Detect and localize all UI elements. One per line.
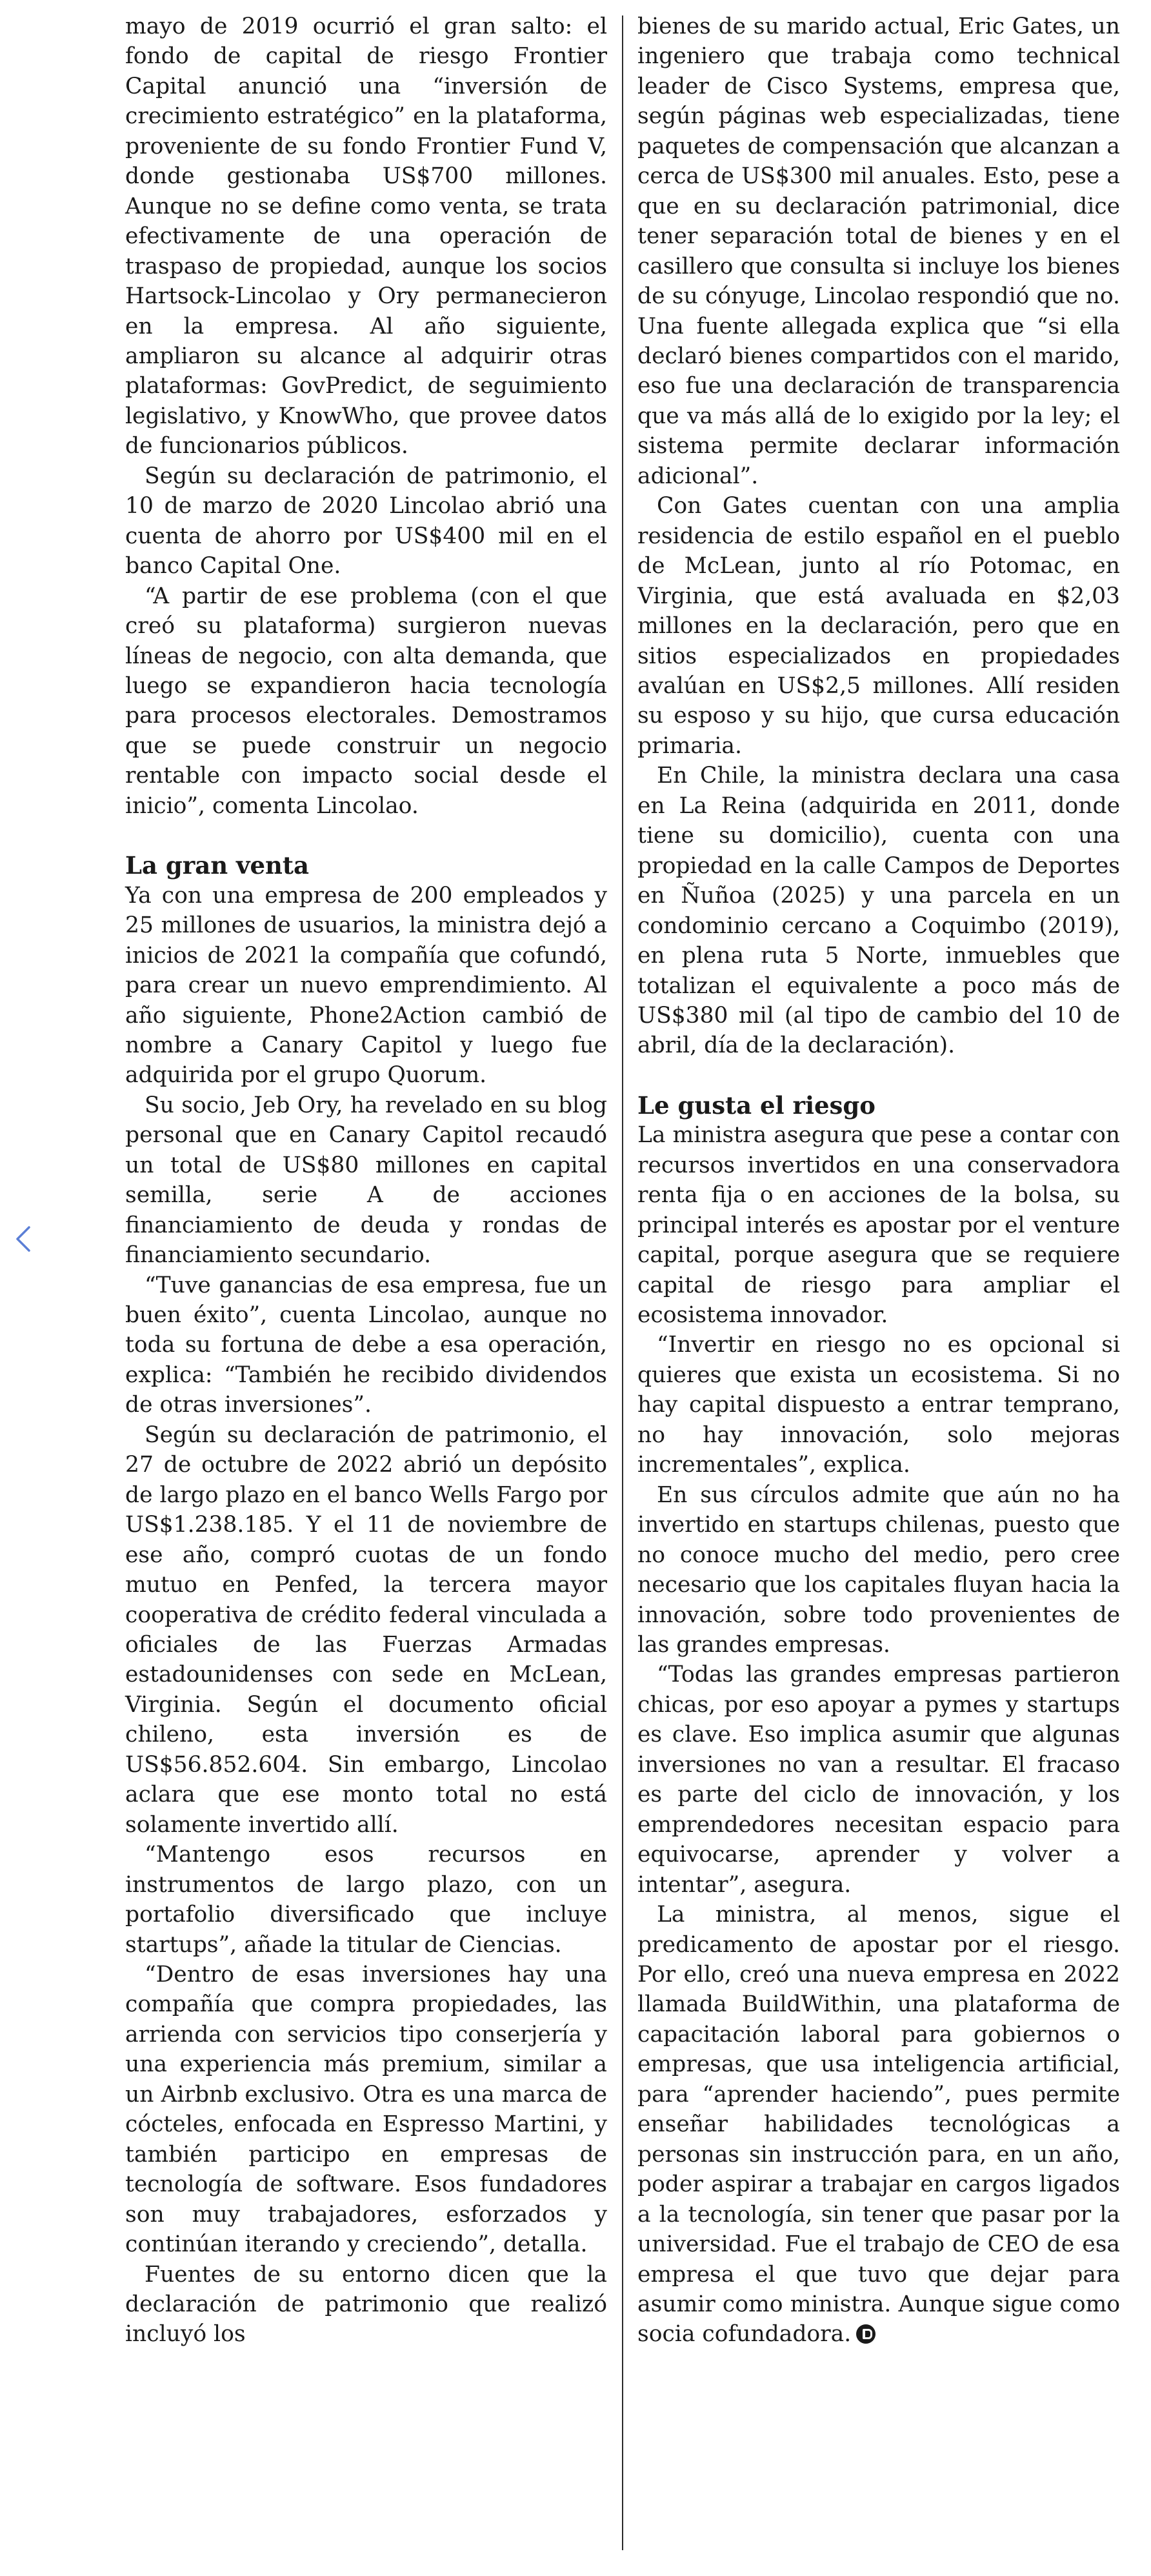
- paragraph: Fuentes de su entorno dicen que la declaración de patrimonio que realizó incluyó los: [125, 2261, 607, 2348]
- paragraph: Según su declaración de patrimonio, el 27 de octubre de 2022 abrió un depósito de largo plazo en el banco Wells Fargo por US$1.238.185. Y el 11 de noviembre de ese año, compró cuotas de un fondo mutuo en Penfed, la tercera mayor cooperativa de crédito federal vinculada a oficiales de las Fuerzas Armadas estadounidenses con sede en McLean, Virginia. Según el documento oficial chileno, esta inversión es de US$56.852.604. Sin embargo, Lincolao aclara que ese monto total no está solamente invertido allí.: [125, 1422, 607, 1838]
- paragraph: En sus círculos admite que aún no ha invertido en startups chilenas, puesto que no conoce mucho del medio, pero cree necesario que los capitales fluyan hacia la innovación, sobre todo provenientes de las grandes empresas.: [637, 1482, 1120, 1658]
- paragraph: “Invertir en riesgo no es opcional si quieres que exista un ecosistema. Si no hay capital dispuesto a entrar temprano, no hay innovación, solo mejoras incrementales”, explica.: [637, 1332, 1120, 1478]
- paragraph: “Mantengo esos recursos en instrumentos de largo plazo, con un portafolio diversificado que incluye startups”, añade la titular de Ciencias.: [125, 1842, 607, 1958]
- paragraph-text: La ministra, al menos, sigue el predicamento de apostar por el riesgo. Por ello, creó una nueva empresa en 2022 llamada BuildWithin, una plataforma de capacitación laboral para gobiernos o empresas, que usa inteligencia artificial, para “aprender haciendo”, pues permite enseñar habilidades tecnológicas a personas sin instrucción para, en un año, poder aspirar a trabajar en cargos ligados a la tecnología, sin tener que pasar por la universidad. Fue el trabajo de CEO de esa empresa el que tuvo que dejar para asumir como ministra. Aunque sigue como socia cofundadora.: [637, 1902, 1120, 2348]
- paragraph: “Dentro de esas inversiones hay una compañía que compra propiedades, las arrienda con servicios tipo conserjería y una experiencia más premium, similar a un Airbnb exclusivo. Otra es una marca de cócteles, enfocada en Espresso Martini, y también participo en empresas de tecnología de software. Esos fundadores son muy trabajadores, esforzados y continúan iterando y creciendo”, detalla.: [125, 1962, 607, 2258]
- paragraph: Ya con una empresa de 200 empleados y 25 millones de usuarios, la ministra dejó a inicios de 2021 la compañía que cofundó, para crear un nuevo emprendimiento. Al año siguiente, Phone2Action cambió de nombre a Canary Capitol y luego fue adquirida por el grupo Quorum.: [125, 882, 607, 1089]
- paragraph-final: [637, 1900, 1120, 2350]
- back-button[interactable]: [4, 1216, 43, 1262]
- paragraph: “Tuve ganancias de esa empresa, fue un buen éxito”, cuenta Lincolao, aunque no toda su fortuna de debe a esa operación, explica: “También he recibido dividendos de otras inversiones”.: [125, 1272, 607, 1418]
- paragraph: Con Gates cuentan con una amplia residencia de estilo español en el pueblo de McLean, junto al río Potomac, en Virginia, que está avaluada en $2,03 millones en la declaración, pero que en sitios especializados en propiedades avalúan en US$2,5 millones. Allí residen su esposo y su hijo, que cursa educación primaria.: [637, 493, 1120, 759]
- paragraph: En Chile, la ministra declara una casa en La Reina (adquirida en 2011, donde tiene su domicilio), cuenta con una propiedad en la calle Campos de Deportes en Ñuñoa (2025) y una parcela en un condominio cercano a Coquimbo (2019), en plena ruta 5 Norte, inmuebles que totalizan el equivalente a poco más de US$380 mil (al tipo de cambio del 10 de abril, día de la declaración).: [637, 763, 1120, 1059]
- column-divider: [622, 15, 623, 2550]
- paragraph: bienes de su marido actual, Eric Gates, un ingeniero que trabaja como technical leader de Cisco Systems, empresa que, según páginas web especializadas, tiene paquetes de compensación que alcanzan a cerca de US$300 mil anuales. Esto, pese a que en su declaración patrimonial, dice tener separación total de bienes y en el casillero que consulta si incluye los bienes de su cónyuge, Lincolao respondió que no. Una fuente allegada explica que “si ella declaró bienes compartidos con el marido, eso fue una declaración de transparencia que va más allá de lo exigido por la ley; el sistema permite declarar información adicional”.: [637, 14, 1120, 489]
- paragraph: La ministra asegura que pese a contar con recursos invertidos en una conservadora renta fija o en acciones de la bolsa, su principal interés es apostar por el venture capital, porque asegura que se requiere capital de riesgo para ampliar el ecosistema innovador.: [637, 1122, 1120, 1329]
- section-heading: La gran venta: [125, 851, 309, 880]
- paragraph: “A partir de ese problema (con el que creó su plataforma) surgieron nuevas líneas de negocio, con alta demanda, que luego se expandieron hacia tecnología para procesos electorales. Demostramos que se puede construir un negocio rentable con impacto social desde el inicio”, comenta Lincolao.: [125, 583, 607, 819]
- paragraph: “Todas las grandes empresas partieron chicas, por eso apoyar a pymes y startups es clave. Eso implica asumir que algunas inversiones no van a resultar. El fracaso es parte del ciclo de innovación, y los emprendedores necesitan espacio para equivocarse, aprender y volver a intentar”, asegura.: [637, 1662, 1120, 1898]
- article-column-right: [637, 12, 1120, 2350]
- paragraph: mayo de 2019 ocurrió el gran salto: el fondo de capital de riesgo Frontier Capital anunció una “inversión de crecimiento estratégico” en la plataforma, proveniente de su fondo Frontier Fund V, donde gestionaba US$700 millones. Aunque no se define como venta, se trata efectivamente de una operación de traspaso de propiedad, aunque los socios Hartsock-Lincolao y Ory permanecieron en la empresa. Al año siguiente, ampliaron su alcance al adquirir otras plataformas: GovPredict, de seguimiento legislativo, y KnowWho, que provee datos de funcionarios públicos.: [125, 14, 607, 459]
- section-heading: Le gusta el riesgo: [637, 1091, 876, 1120]
- paragraph: Según su declaración de patrimonio, el 10 de marzo de 2020 Lincolao abrió una cuenta de ahorro por US$400 mil en el banco Capital One.: [125, 463, 607, 579]
- article-column-left: [125, 12, 607, 2350]
- paragraph: Su socio, Jeb Ory, ha revelado en su blog personal que en Canary Capitol recaudó un total de US$80 millones en capital semilla, serie A de acciones financiamiento de deuda y rondas de financiamiento secundario.: [125, 1092, 607, 1269]
- end-of-article-icon: [856, 2324, 876, 2344]
- chevron-left-icon: [14, 1225, 33, 1253]
